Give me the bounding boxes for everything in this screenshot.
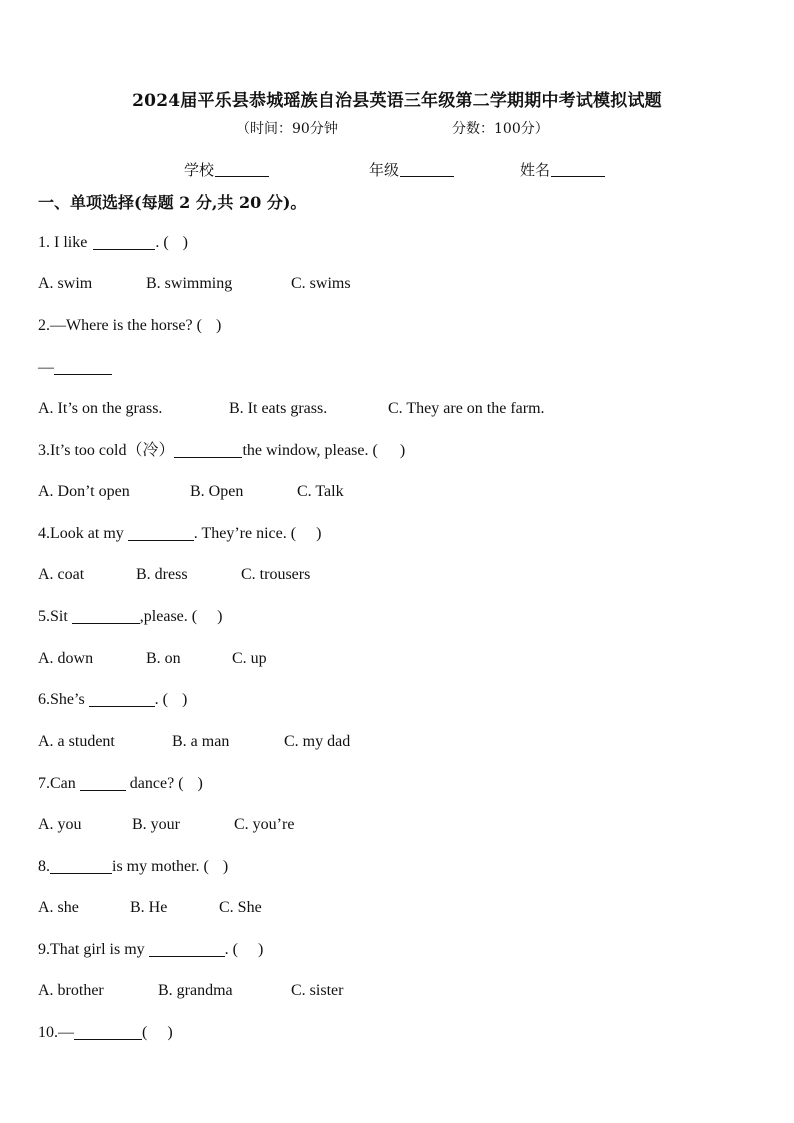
- grade-label: 年级: [369, 161, 400, 179]
- option-b[interactable]: B. grandma: [158, 982, 233, 999]
- exam-time: （时间：90分钟: [236, 121, 338, 137]
- question-text: 7.Can: [38, 775, 80, 792]
- grade-field: [369, 159, 454, 180]
- answer-paren[interactable]: ): [215, 317, 222, 334]
- answer-paren[interactable]: ): [257, 941, 264, 958]
- option-c[interactable]: C. up: [232, 650, 267, 667]
- question-text: 1. I like: [38, 234, 92, 251]
- section-heading: 一、单项选择(每题 2 分,共 20 分)。: [38, 193, 307, 212]
- option-c[interactable]: C. swims: [291, 275, 351, 292]
- answer-paren[interactable]: ): [182, 691, 188, 708]
- question-text: 2.—Where is the horse? (: [38, 317, 202, 334]
- question-2: [38, 315, 221, 337]
- option-a[interactable]: A. swim: [38, 275, 93, 292]
- question-text: 6.She’s: [38, 691, 89, 708]
- question-text: 9.That girl is my: [38, 941, 149, 958]
- grade-blank[interactable]: [400, 176, 454, 177]
- question-6: [38, 689, 187, 711]
- question-text: 8.: [38, 858, 50, 875]
- option-c[interactable]: C. They are on the farm.: [388, 400, 545, 417]
- answer-blank[interactable]: [54, 360, 112, 375]
- option-c[interactable]: C. sister: [291, 982, 344, 999]
- exam-title: 2024届平乐县恭城瑶族自治县英语三年级第二学期期中考试模拟试题: [132, 91, 662, 111]
- question-7: [38, 773, 203, 795]
- question-2-answer-line: [38, 357, 112, 379]
- answer-blank[interactable]: [128, 526, 194, 541]
- option-a[interactable]: A. coat: [38, 566, 85, 583]
- answer-paren[interactable]: ): [197, 775, 203, 792]
- answer-blank[interactable]: [72, 609, 140, 624]
- answer-paren[interactable]: ): [167, 1024, 173, 1041]
- answer-dash: —: [38, 359, 54, 376]
- question-10: [38, 1022, 173, 1044]
- question-text: the window, please. (: [242, 442, 378, 459]
- question-text: 4.Look at my: [38, 525, 128, 542]
- option-a[interactable]: A. a student: [38, 733, 115, 750]
- option-a[interactable]: A. Don’t open: [38, 483, 130, 500]
- option-a[interactable]: A. she: [38, 899, 79, 916]
- school-label: 学校: [184, 161, 215, 179]
- question-text: . (: [155, 234, 169, 251]
- name-label: 姓名: [520, 161, 551, 179]
- question-8: [38, 856, 228, 878]
- option-b[interactable]: B. It eats grass.: [229, 400, 328, 417]
- answer-blank[interactable]: [74, 1025, 142, 1040]
- answer-paren[interactable]: ): [316, 525, 322, 542]
- option-a[interactable]: A. brother: [38, 982, 104, 999]
- answer-blank[interactable]: [149, 942, 225, 957]
- answer-blank[interactable]: [174, 443, 242, 458]
- option-b[interactable]: B. swimming: [146, 275, 233, 292]
- question-4: [38, 523, 321, 545]
- answer-paren[interactable]: ): [182, 234, 188, 251]
- option-c[interactable]: C. you’re: [234, 816, 295, 833]
- option-c[interactable]: C. She: [219, 899, 262, 916]
- option-b[interactable]: B. on: [146, 650, 181, 667]
- school-blank[interactable]: [215, 176, 269, 177]
- option-b[interactable]: B. a man: [172, 733, 230, 750]
- option-b[interactable]: B. dress: [136, 566, 188, 583]
- question-text: dance? (: [125, 775, 184, 792]
- option-b[interactable]: B. Open: [190, 483, 244, 500]
- school-field: [184, 159, 269, 180]
- exam-score: 分数：100分）: [452, 121, 549, 137]
- answer-blank[interactable]: [89, 692, 155, 707]
- question-text: . (: [154, 691, 168, 708]
- option-a[interactable]: A. you: [38, 816, 82, 833]
- question-1: [38, 232, 188, 254]
- question-text: 3.It’s too cold（冷）: [38, 442, 175, 459]
- option-c[interactable]: C. trousers: [241, 566, 311, 583]
- question-text: is my mother. (: [112, 858, 209, 875]
- option-a[interactable]: A. It’s on the grass.: [38, 400, 163, 417]
- option-b[interactable]: B. He: [130, 899, 168, 916]
- answer-blank[interactable]: [80, 776, 126, 791]
- question-text: (: [142, 1024, 148, 1041]
- question-text: 10.—: [38, 1024, 74, 1041]
- answer-paren[interactable]: ): [217, 608, 223, 625]
- question-text: . They’re nice. (: [193, 525, 297, 542]
- option-a[interactable]: A. down: [38, 650, 94, 667]
- question-text: . (: [224, 941, 238, 958]
- question-5: [38, 606, 222, 628]
- question-9: [38, 939, 263, 961]
- answer-blank[interactable]: [50, 859, 112, 874]
- answer-paren[interactable]: ): [222, 858, 229, 875]
- question-text: ,please. (: [139, 608, 198, 625]
- name-blank[interactable]: [551, 176, 605, 177]
- answer-blank[interactable]: [93, 235, 155, 250]
- option-b[interactable]: B. your: [132, 816, 180, 833]
- answer-paren[interactable]: ): [399, 442, 406, 459]
- option-c[interactable]: C. Talk: [297, 483, 344, 500]
- question-text: 5.Sit: [38, 608, 72, 625]
- name-field: [520, 159, 605, 180]
- question-3: [38, 440, 405, 462]
- option-c[interactable]: C. my dad: [284, 733, 351, 750]
